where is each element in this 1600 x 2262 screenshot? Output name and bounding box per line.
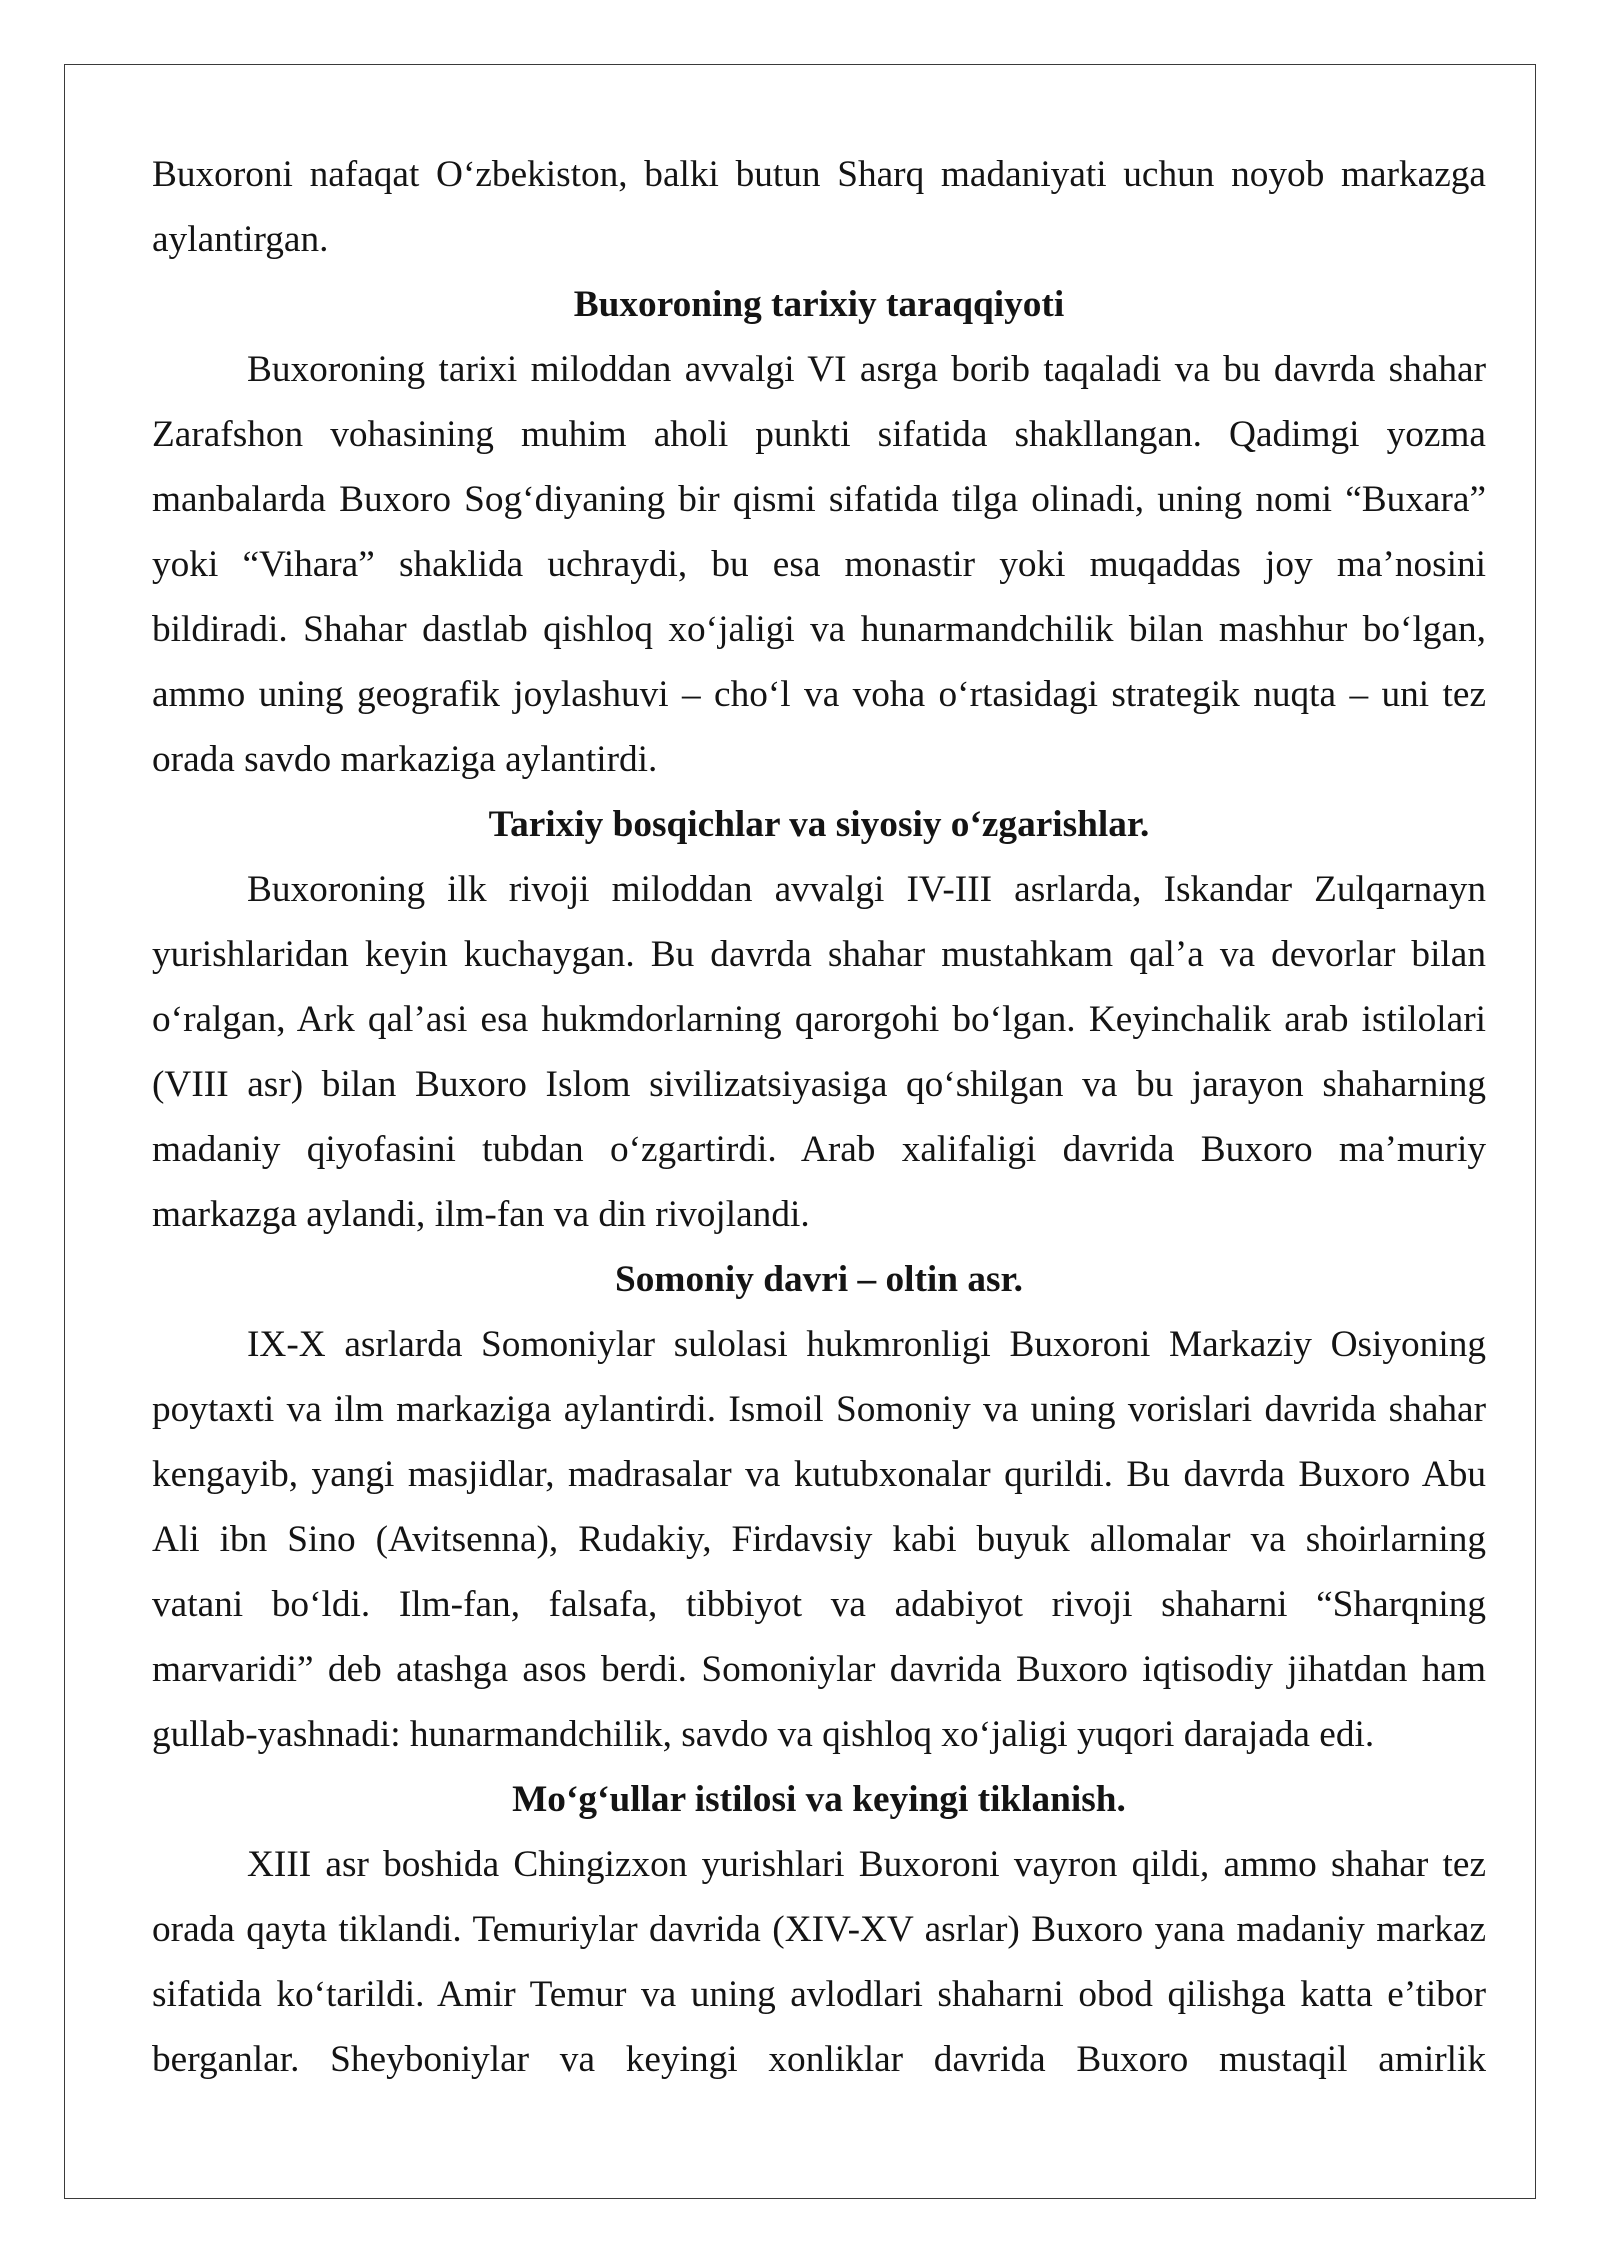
section-somoniy-davri	[152, 1247, 1486, 1767]
paragraph-line: kengayib, yangi masjidlar, madrasalar va kutubxonalar qurildi. Bu davrda Buxoro Abu	[152, 1454, 1486, 1495]
paragraph-line: poytaxti va ilm markaziga aylantirdi. Ismoil Somoniy va uning vorislari davrida shahar	[152, 1389, 1486, 1430]
section-heading: Mo‘g‘ullar istilosi va keyingi tiklanish.	[512, 1779, 1126, 1820]
paragraph	[152, 1832, 1486, 2092]
paragraph-line: madaniy qiyofasini tubdan o‘zgartirdi. Arab xalifaligi davrida Buxoro ma’muriy	[152, 1129, 1486, 1170]
section-tarixiy-taraqqiyot	[152, 272, 1486, 792]
paragraph	[152, 337, 1486, 792]
section-tarixiy-bosqichlar	[152, 792, 1486, 1247]
intro-paragraph	[152, 142, 1486, 272]
paragraph-line: Buxoroning tarixi miloddan avvalgi VI asrga borib taqaladi va bu davrda shahar	[247, 349, 1486, 390]
paragraph-line: Ali ibn Sino (Avitsenna), Rudakiy, Firdavsiy kabi buyuk allomalar va shoirlarning	[152, 1519, 1486, 1560]
paragraph-line: orada qayta tiklandi. Temuriylar davrida (XIV-XV asrlar) Buxoro yana madaniy markaz	[152, 1909, 1486, 1950]
paragraph-line: marvaridi” deb atashga asos berdi. Somoniylar davrida Buxoro iqtisodiy jihatdan ham	[152, 1649, 1486, 1690]
paragraph-line: gullab-yashnadi: hunarmandchilik, savdo va qishloq xo‘jaligi yuqori darajada edi.	[152, 1714, 1375, 1755]
paragraph	[152, 1312, 1486, 1767]
paragraph-line: IX-X asrlarda Somoniylar sulolasi hukmronligi Buxoroni Markaziy Osiyoning	[247, 1324, 1486, 1365]
paragraph-line: ammo uning geografik joylashuvi – cho‘l va voha o‘rtasidagi strategik nuqta – uni tez	[152, 674, 1486, 715]
paragraph-line: Zarafshon vohasining muhim aholi punkti sifatida shakllangan. Qadimgi yozma	[152, 414, 1486, 455]
paragraph-line: markazga aylandi, ilm-fan va din rivojlandi.	[152, 1194, 810, 1235]
paragraph-line: yurishlaridan keyin kuchaygan. Bu davrda shahar mustahkam qal’a va devorlar bilan	[152, 934, 1486, 975]
paragraph-line: bildiradi. Shahar dastlab qishloq xo‘jaligi va hunarmandchilik bilan mashhur bo‘lgan,	[152, 609, 1486, 650]
document-body	[152, 142, 1486, 2092]
paragraph-line: Buxoroni nafaqat O‘zbekiston, balki butun Sharq madaniyati uchun noyob markazga	[152, 154, 1486, 195]
paragraph-line: orada savdo markaziga aylantirdi.	[152, 739, 658, 780]
paragraph-line: aylantirgan.	[152, 219, 329, 260]
paragraph-line: (VIII asr) bilan Buxoro Islom sivilizatsiyasiga qo‘shilgan va bu jarayon shaharning	[152, 1064, 1486, 1105]
section-heading: Tarixiy bosqichlar va siyosiy o‘zgarishlar.	[488, 804, 1150, 845]
section-mogullar-istilosi	[152, 1767, 1486, 2092]
paragraph-line: XIII asr boshida Chingizxon yurishlari Buxoroni vayron qildi, ammo shahar tez	[247, 1844, 1486, 1885]
paragraph-line: yoki “Vihara” shaklida uchraydi, bu esa monastir yoki muqaddas joy ma’nosini	[152, 544, 1486, 585]
section-heading: Buxoroning tarixiy taraqqiyoti	[573, 284, 1065, 325]
section-heading: Somoniy davri – oltin asr.	[615, 1259, 1023, 1300]
paragraph-line: sifatida ko‘tarildi. Amir Temur va uning avlodlari shaharni obod qilishga katta e’tibor	[152, 1974, 1486, 2015]
paragraph	[152, 857, 1486, 1247]
paragraph-line: berganlar. Sheyboniylar va keyingi xonliklar davrida Buxoro mustaqil amirlik	[152, 2039, 1486, 2080]
paragraph-line: Buxoroning ilk rivoji miloddan avvalgi IV-III asrlarda, Iskandar Zulqarnayn	[247, 869, 1486, 910]
paragraph-line: o‘ralgan, Ark qal’asi esa hukmdorlarning qarorgohi bo‘lgan. Keyinchalik arab istilolari	[152, 999, 1486, 1040]
paragraph-line: vatani bo‘ldi. Ilm-fan, falsafa, tibbiyot va adabiyot rivoji shaharni “Sharqning	[152, 1584, 1486, 1625]
paragraph-line: manbalarda Buxoro Sog‘diyaning bir qismi sifatida tilga olinadi, uning nomi “Buxara”	[152, 479, 1486, 520]
